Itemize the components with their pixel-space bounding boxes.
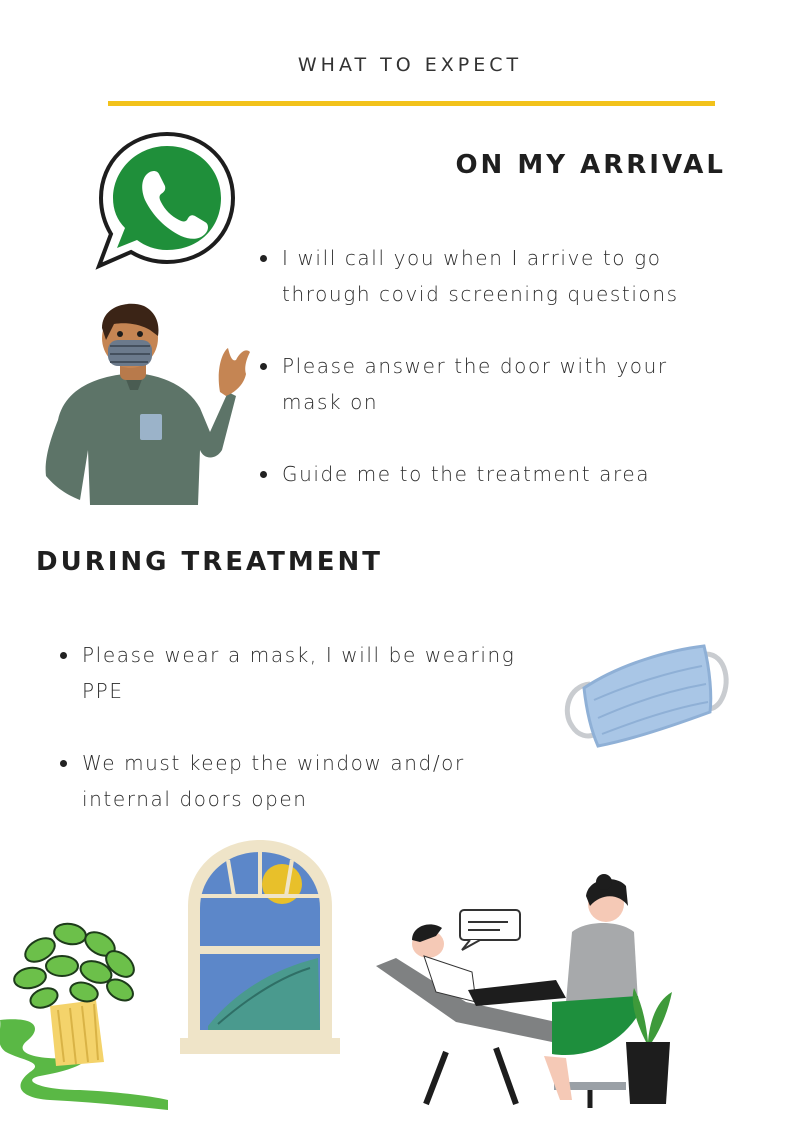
- list-item: Please answer the door with your mask on: [258, 348, 718, 420]
- list-item: Please wear a mask, I will be wearing PPE: [58, 637, 558, 709]
- treatment-list: [58, 637, 558, 853]
- list-item: I will call you when I arrive to go through covid screening questions: [258, 240, 718, 312]
- list-item: Guide me to the treatment area: [258, 456, 718, 492]
- page-title: WHAT TO EXPECT: [297, 54, 523, 76]
- arrival-heading: ON MY ARRIVAL: [455, 150, 726, 180]
- face-mask-illustration: [560, 640, 732, 752]
- masked-man-illustration: [40, 300, 255, 510]
- arrival-list: [258, 240, 718, 528]
- window-illustration: [178, 838, 342, 1056]
- therapy-session-illustration: [376, 872, 694, 1112]
- list-item: We must keep the window and/or internal doors open: [58, 745, 558, 817]
- plant-illustration: [0, 920, 170, 1115]
- treatment-heading: DURING TREATMENT: [36, 547, 384, 577]
- whatsapp-icon: [95, 130, 237, 270]
- title-underline: [108, 101, 715, 106]
